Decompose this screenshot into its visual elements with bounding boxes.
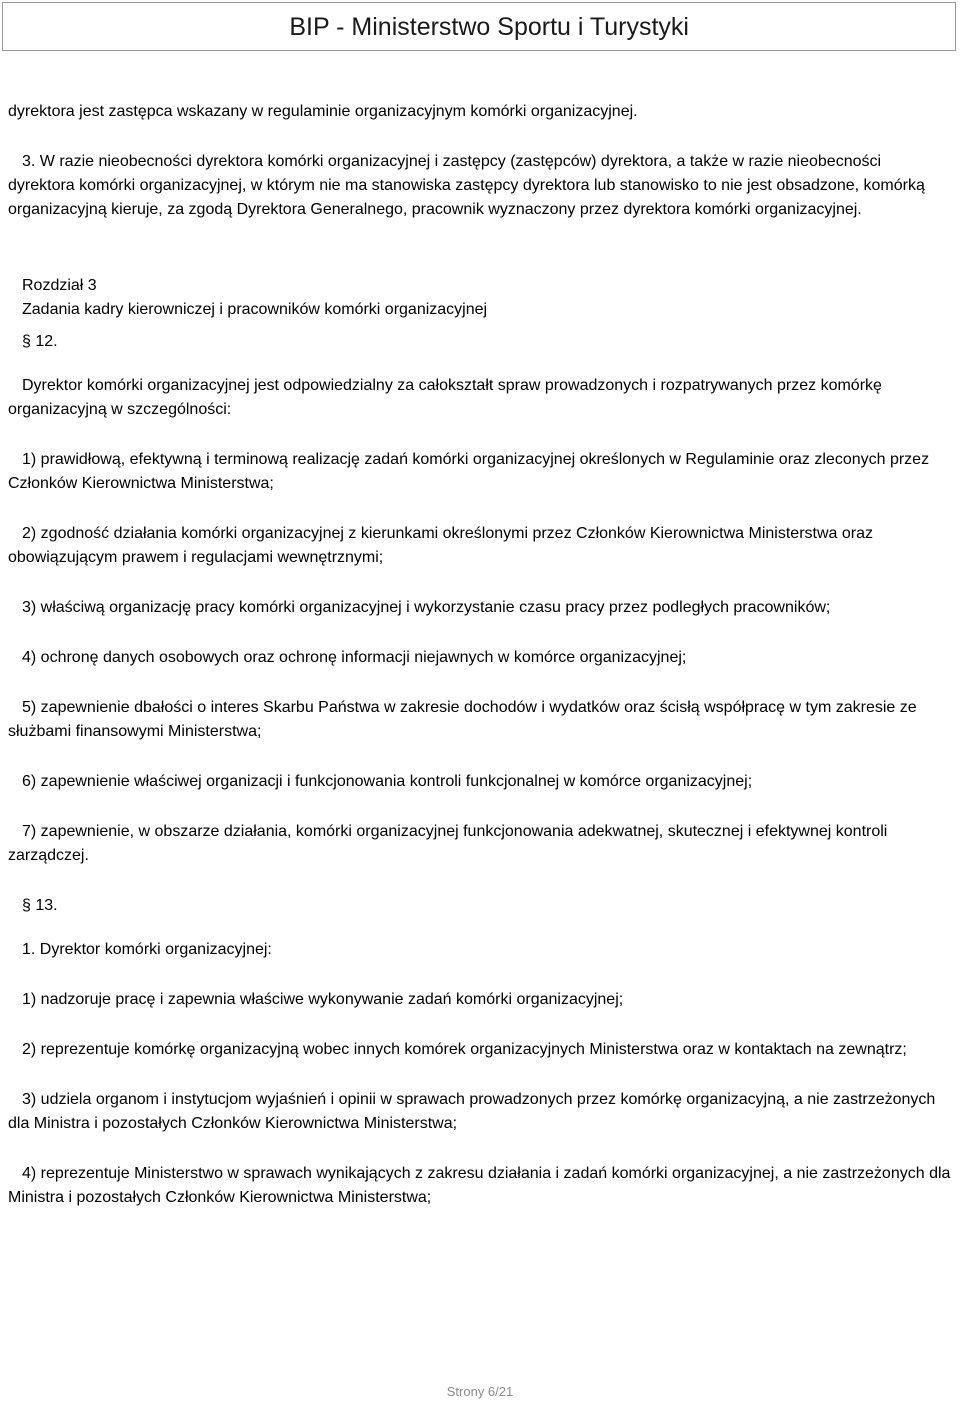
list-item <box>8 522 952 570</box>
section-13-number: 13. <box>35 897 58 914</box>
chapter-heading <box>8 274 952 322</box>
list-item <box>8 1088 952 1136</box>
list-item-text: 2) reprezentuje komórkę organizacyjną wobec innych komórek organizacyjnych Ministerstwa oraz w kontaktach na zewnątrz; <box>22 1041 907 1058</box>
list-item-text: 1) nadzoruje pracę i zapewnia właściwe wykonywanie zadań komórki organizacyjnej; <box>22 991 624 1008</box>
list-item-text: 7) zapewnienie, w obszarze działania, komórki organizacyjnej funkcjonowania adekwatnej, skutecznej i efektywnej kontroli zarządczej. <box>8 823 888 864</box>
header-title: BIP - Ministerstwo Sportu i Turystyki <box>289 13 689 41</box>
list-item <box>8 988 952 1012</box>
section-13-intro <box>8 938 952 962</box>
paragraph-3-label: 3. <box>22 153 36 170</box>
page-header <box>2 2 956 51</box>
list-item-text: 1) prawidłową, efektywną i terminową realizację zadań komórki organizacyjnej określonych w Regulaminie oraz zleconych przez Członków Kierownictwa Ministerstwa; <box>8 451 930 492</box>
list-item <box>8 696 952 744</box>
section-12-intro <box>8 374 952 422</box>
list-item-text: 3) właściwą organizację pracy komórki organizacyjnej i wykorzystanie czasu pracy przez podległych pracowników; <box>22 599 831 616</box>
list-item-text: 3) udziela organom i instytucjom wyjaśnień i opinii w sprawach prowadzonych przez komórkę organizacyjną, a nie zastrzeżonych dla Ministra i pozostałych Członków Kierownictwa Ministerstwa; <box>8 1091 936 1132</box>
section-12-intro-text: Dyrektor komórki organizacyjnej jest odpowiedzialny za całokształt spraw prowadzonych i rozpatrywanych przez komórkę organizacyjną w szczególności: <box>8 377 882 418</box>
list-item <box>8 646 952 670</box>
list-item <box>8 596 952 620</box>
list-item-text: 4) ochronę danych osobowych oraz ochronę informacji niejawnych w komórce organizacyjnej; <box>22 649 687 666</box>
section-13-intro-text: 1. Dyrektor komórki organizacyjnej: <box>22 941 272 958</box>
document-body <box>8 100 952 1236</box>
list-item-text: 2) zgodność działania komórki organizacyjnej z kierunkami określonymi przez Członków Kierownictwa Ministerstwa oraz obowiązującym prawem i regulacjami wewnętrznymi; <box>8 525 873 566</box>
section-12-number: 12. <box>35 333 58 350</box>
paragraph-3 <box>8 150 952 222</box>
list-item <box>8 1162 952 1210</box>
list-item <box>8 770 952 794</box>
list-item-text: 6) zapewnienie właściwej organizacji i funkcjonowania kontroli funkcjonalnej w komórce organizacyjnej; <box>22 773 753 790</box>
chapter-number: Rozdział 3 <box>22 277 97 294</box>
paragraph-3-text: W razie nieobecności dyrektora komórki organizacyjnej i zastępcy (zastępców) dyrektora, a także w razie nieobecności dyrektora komórki organizacyjnej, w którym nie ma stanowiska zastępcy dyrektora lub stanowisko to nie jest obsadzone, komórką organizacyjną kieruje, za zgodą Dyrektora Generalnego, pracownik wyznaczony przez dyrektora komórki organizacyjnej. <box>8 153 925 218</box>
chapter-title: Zadania kadry kierowniczej i pracowników komórki organizacyjnej <box>22 301 488 318</box>
list-item <box>8 1038 952 1062</box>
section-13-heading: § 13. <box>22 897 58 914</box>
list-item <box>8 448 952 496</box>
list-item <box>8 820 952 868</box>
paragraph-intro: dyrektora jest zastępca wskazany w regulaminie organizacyjnym komórki organizacyjnej. <box>8 103 638 120</box>
page-counter: Strony 6/21 <box>446 1384 514 1399</box>
section-12-heading: § 12. <box>22 333 58 350</box>
list-item-text: 4) reprezentuje Ministerstwo w sprawach wynikających z zakresu działania i zadań komórki organizacyjnej, a nie zastrzeżonych dla Ministra i pozostałych Członków Kierownictwa Ministerstwa; <box>8 1165 951 1206</box>
page-footer <box>0 1384 960 1399</box>
list-item-text: 5) zapewnienie dbałości o interes Skarbu Państwa w zakresie dochodów i wydatków oraz ścisłą współpracę w tym zakresie ze służbami finansowymi Ministerstwa; <box>8 699 917 740</box>
